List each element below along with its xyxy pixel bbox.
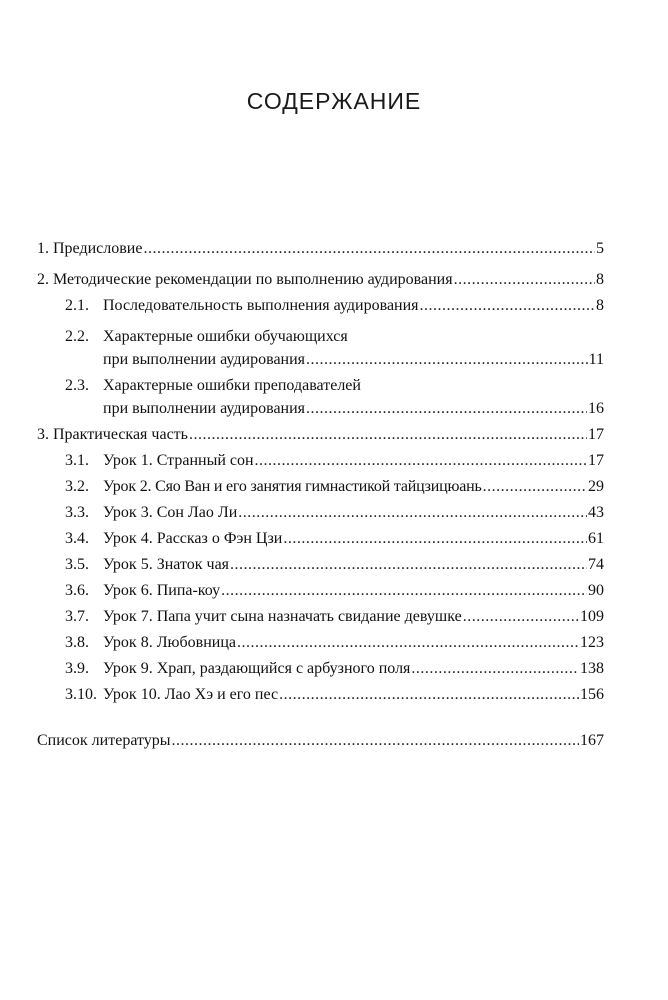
toc-leader-dots (189, 425, 587, 444)
toc-page-number: 8 (596, 271, 604, 288)
toc-leader-dots (411, 659, 579, 678)
toc-entry-text: Урок 6. Пипа-коу (103, 582, 221, 599)
toc-leader-dots (306, 399, 587, 418)
toc-entry-practical[interactable] (37, 425, 604, 444)
toc-leader-dots (230, 555, 587, 574)
toc-page-number: 16 (588, 400, 604, 417)
toc-entry-3-8[interactable] (65, 633, 604, 652)
toc-page-number: 109 (580, 608, 604, 625)
toc-entry-text: Урок 4. Рассказ о Фэн Цзи (103, 530, 283, 547)
toc-entry-3-4[interactable] (65, 529, 604, 548)
toc-entry-2-3[interactable] (65, 376, 604, 418)
toc-page-number: 43 (588, 504, 604, 521)
toc-page-number: 17 (588, 426, 604, 443)
toc-leader-dots (237, 633, 579, 652)
toc-leader-dots (255, 451, 587, 470)
toc-page-number: 29 (588, 478, 604, 495)
toc-entry-3-2[interactable] (65, 477, 604, 496)
toc-entry-2-1[interactable] (65, 296, 604, 315)
toc-page-number: 8 (596, 297, 604, 314)
toc-leader-dots (172, 731, 579, 750)
toc-entry-text: 2. Методические рекомендации по выполнению аудирования (37, 271, 453, 288)
toc-leader-dots (279, 685, 579, 704)
toc-entry-number: 2.3. (65, 377, 89, 394)
toc-page-number: 17 (588, 452, 604, 469)
toc-entry-text-line1: Характерные ошибки преподавателей (103, 377, 361, 394)
toc-entry-text: Урок 7. Папа учит сына назначать свидание девушке (103, 608, 462, 625)
toc-entry-text-line2: при выполнении аудирования (103, 351, 306, 368)
toc-entry-3-5[interactable] (65, 555, 604, 574)
toc-entry-3-1[interactable] (65, 451, 604, 470)
toc-entry-number: 3.6. (65, 582, 89, 599)
toc-entry-text: Урок 2. Сяо Ван и его занятия гимнастикой тайцзицюань (103, 478, 482, 495)
toc-entry-number: 3.3. (65, 504, 89, 521)
toc-entry-number: 3.10. (65, 686, 97, 703)
toc-leader-dots (221, 581, 587, 600)
toc-page-number: 90 (588, 582, 604, 599)
toc-page-number: 11 (588, 351, 604, 368)
toc-leader-dots (283, 529, 587, 548)
toc-leader-dots (454, 270, 595, 289)
toc-entry-text: Урок 8. Любовница (103, 634, 236, 651)
toc-entry-bibliography[interactable] (37, 731, 604, 750)
toc-entry-text: Список литературы (37, 732, 171, 749)
toc-page-number: 167 (580, 732, 604, 749)
toc-entry-text: Урок 3. Сон Лао Ли (103, 504, 238, 521)
toc-entry-number: 3.4. (65, 530, 89, 547)
toc-entry-number: 3.5. (65, 556, 89, 573)
toc-page-number: 5 (596, 240, 604, 257)
toc-entry-text: 3. Практическая часть (37, 426, 188, 443)
toc-entry-number: 3.8. (65, 634, 89, 651)
toc-entry-number: 2.2. (65, 328, 89, 345)
toc-entry-3-9[interactable] (65, 659, 604, 678)
toc-leader-dots (463, 607, 579, 626)
toc-entry-number: 3.2. (65, 478, 89, 495)
toc-entry-text-line1: Характерные ошибки обучающихся (103, 328, 348, 345)
page-title: СОДЕРЖАНИЕ (246, 88, 422, 114)
toc-entry-number: 2.1. (65, 297, 89, 314)
toc-page-number: 61 (588, 530, 604, 547)
toc-entry-number: 3.9. (65, 660, 89, 677)
toc-entry-number: 3.1. (65, 452, 89, 469)
toc-page-number: 123 (580, 634, 604, 651)
toc-entry-3-3[interactable] (65, 503, 604, 522)
toc-entry-number: 3.7. (65, 608, 89, 625)
toc-entry-3-10[interactable] (65, 685, 604, 704)
toc-entry-text-line2: при выполнении аудирования (103, 400, 306, 417)
toc-entry-text: Урок 9. Храп, раздающийся с арбузного поля (103, 660, 411, 677)
toc-leader-dots (143, 239, 595, 258)
toc-entry-3-7[interactable] (65, 607, 604, 626)
toc-leader-dots (306, 350, 588, 369)
toc-entry-text: Последовательность выполнения аудирования (103, 297, 419, 314)
toc-entry-3-6[interactable] (65, 581, 604, 600)
toc-page-number: 74 (588, 556, 604, 573)
toc-leader-dots (420, 296, 595, 315)
toc-entry-text: Урок 5. Знаток чая (103, 556, 230, 573)
toc-entry-methodology[interactable] (37, 270, 604, 289)
toc-leader-dots (238, 503, 587, 522)
toc-entry-2-2[interactable] (65, 327, 604, 369)
toc-entry-text: Урок 1. Странный сон (103, 452, 254, 469)
toc-entry-text: Урок 10. Лао Хэ и его пес (103, 686, 279, 703)
toc-page-number: 156 (580, 686, 604, 703)
toc-leader-dots (483, 477, 587, 496)
toc-entry-text: 1. Предисловие (37, 240, 143, 257)
toc-entry-preface[interactable] (37, 239, 604, 258)
toc-page-number: 138 (580, 660, 604, 677)
